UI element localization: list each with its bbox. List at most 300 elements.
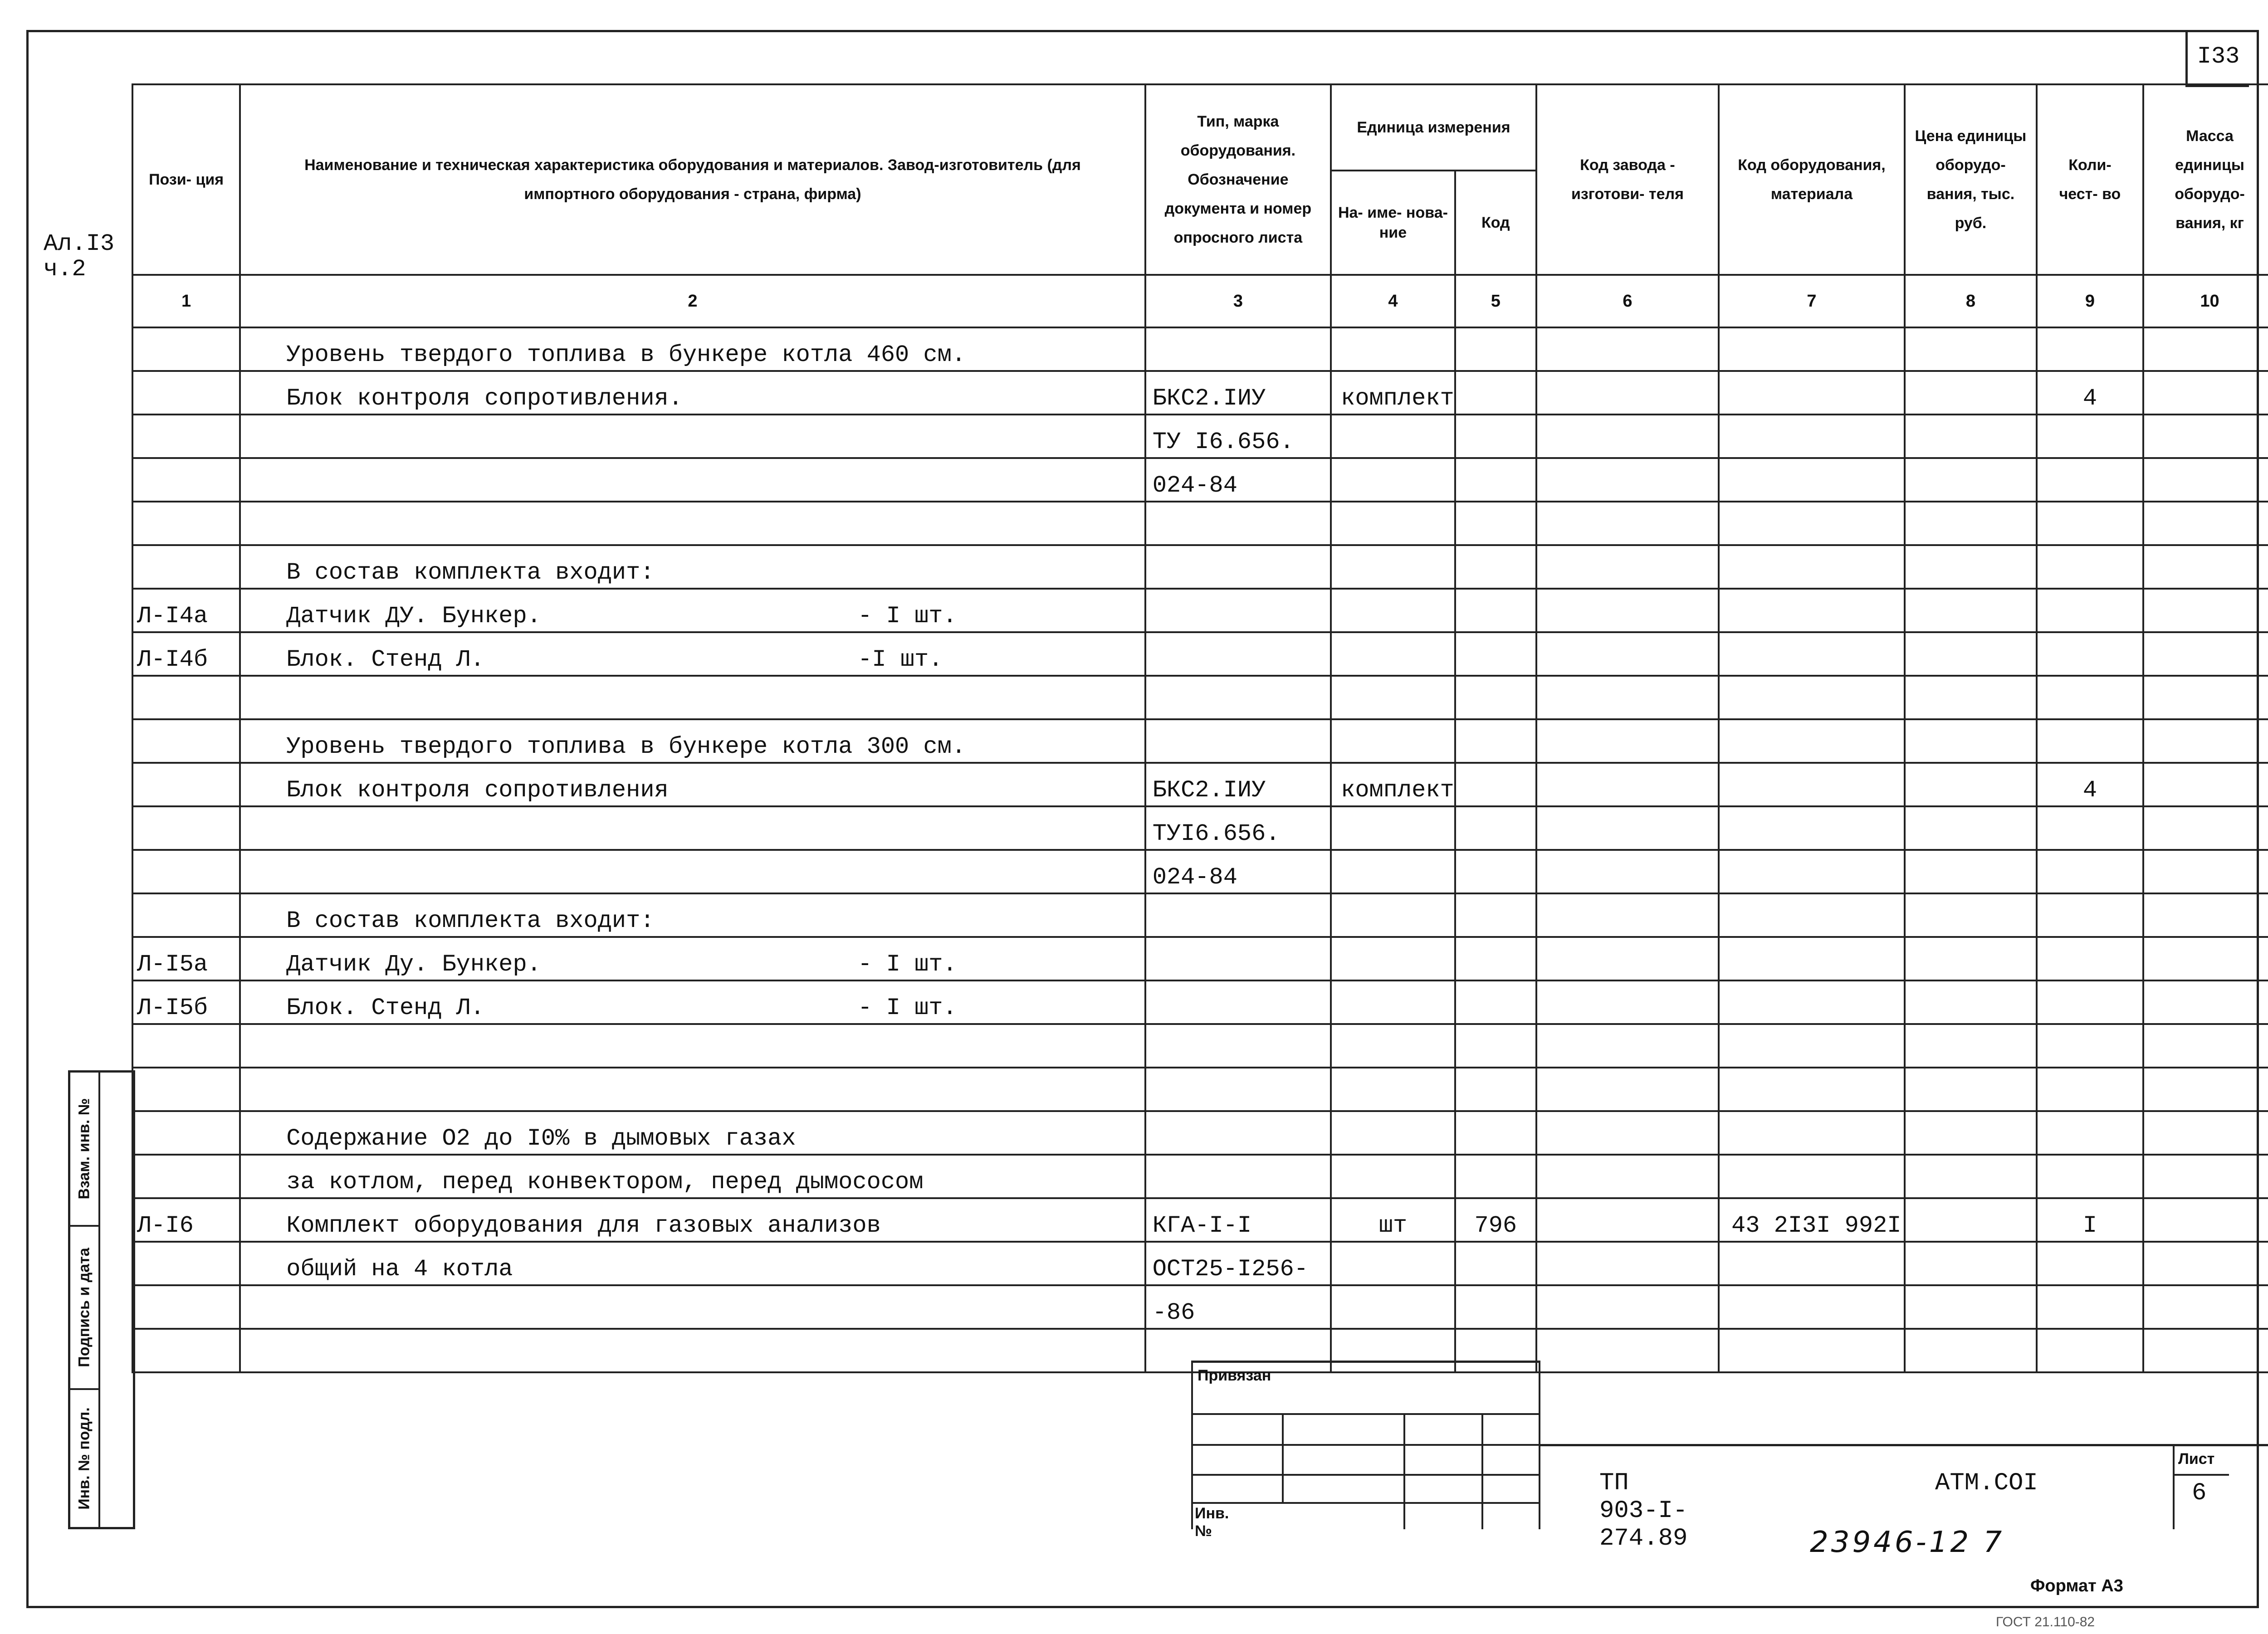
position-cell bbox=[132, 458, 240, 502]
column-number: 1 bbox=[132, 275, 240, 327]
price-cell bbox=[1905, 1155, 2037, 1198]
unit-code-cell bbox=[1455, 937, 1536, 980]
unit-name-cell: шт bbox=[1331, 1198, 1455, 1242]
price-cell bbox=[1905, 850, 2037, 893]
table-row bbox=[132, 1242, 2268, 1285]
header-qty: Коли- чест- во bbox=[2037, 84, 2143, 275]
mass-cell bbox=[2143, 850, 2268, 893]
mass-cell bbox=[2143, 458, 2268, 502]
type-cell bbox=[1145, 1329, 1331, 1372]
name-cell bbox=[240, 371, 1145, 415]
type-cell: 024-84 bbox=[1145, 458, 1331, 502]
factory-code-cell bbox=[1536, 589, 1719, 632]
price-cell bbox=[1905, 1111, 2037, 1155]
header-unit: Единица измерения bbox=[1331, 84, 1536, 171]
qty-cell bbox=[2037, 632, 2143, 676]
sheet-label: Лист bbox=[2178, 1450, 2215, 1468]
name-cell bbox=[240, 1198, 1145, 1242]
mass-cell bbox=[2143, 676, 2268, 719]
attached-label: Привязан bbox=[1198, 1367, 1271, 1384]
table-row bbox=[132, 719, 2268, 763]
name-text: В состав комплекта входит: bbox=[286, 559, 655, 586]
component-quantity-note: - I шт. bbox=[858, 995, 957, 1021]
price-cell bbox=[1905, 502, 2037, 545]
table-row bbox=[132, 1111, 2268, 1155]
position-cell bbox=[132, 676, 240, 719]
name-cell bbox=[240, 893, 1145, 937]
name-text: Блок. Стенд Л. bbox=[286, 646, 485, 673]
table-row bbox=[132, 458, 2268, 502]
position-cell bbox=[132, 327, 240, 371]
qty-cell bbox=[2037, 589, 2143, 632]
unit-code-cell bbox=[1455, 502, 1536, 545]
unit-code-cell bbox=[1455, 589, 1536, 632]
position-cell: Л-I5а bbox=[132, 937, 240, 980]
type-cell bbox=[1145, 632, 1331, 676]
equip-code-cell bbox=[1719, 763, 1905, 806]
header-factory-code: Код завода - изготови- теля bbox=[1536, 84, 1719, 275]
price-cell bbox=[1905, 676, 2037, 719]
equip-code-cell bbox=[1719, 1155, 1905, 1198]
unit-name-cell bbox=[1331, 1242, 1455, 1285]
factory-code-cell bbox=[1536, 371, 1719, 415]
mass-cell bbox=[2143, 806, 2268, 850]
unit-code-cell bbox=[1455, 763, 1536, 806]
name-text: Уровень твердого топлива в бункере котла 300 см. bbox=[286, 733, 966, 760]
equip-code-cell bbox=[1719, 589, 1905, 632]
column-number: 8 bbox=[1905, 275, 2037, 327]
column-number: 5 bbox=[1455, 275, 1536, 327]
factory-code-cell bbox=[1536, 327, 1719, 371]
type-cell: БКС2.IИУ bbox=[1145, 371, 1331, 415]
qty-cell bbox=[2037, 719, 2143, 763]
unit-code-cell bbox=[1455, 415, 1536, 458]
name-text: Блок контроля сопротивления. bbox=[286, 385, 683, 412]
header-mass: Масса единицы оборудо- вания, кг bbox=[2143, 84, 2268, 275]
equip-code-cell bbox=[1719, 676, 1905, 719]
name-cell bbox=[240, 763, 1145, 806]
equip-code-cell bbox=[1719, 719, 1905, 763]
header-row-top bbox=[132, 84, 2268, 171]
qty-cell bbox=[2037, 1068, 2143, 1111]
equip-code-cell bbox=[1719, 502, 1905, 545]
factory-code-cell bbox=[1536, 806, 1719, 850]
table-row bbox=[132, 1155, 2268, 1198]
position-cell bbox=[132, 1242, 240, 1285]
position-cell bbox=[132, 1024, 240, 1068]
name-cell bbox=[240, 850, 1145, 893]
type-cell bbox=[1145, 1155, 1331, 1198]
factory-code-cell bbox=[1536, 458, 1719, 502]
price-cell bbox=[1905, 371, 2037, 415]
inv-no-label: Инв. № bbox=[1195, 1505, 1229, 1540]
unit-name-cell bbox=[1331, 415, 1455, 458]
name-cell bbox=[240, 589, 1145, 632]
unit-name-cell bbox=[1331, 676, 1455, 719]
mass-cell bbox=[2143, 1068, 2268, 1111]
factory-code-cell bbox=[1536, 1198, 1719, 1242]
qty-cell bbox=[2037, 980, 2143, 1024]
price-cell bbox=[1905, 1329, 2037, 1372]
format-label: Формат А3 bbox=[2030, 1576, 2123, 1595]
price-cell bbox=[1905, 806, 2037, 850]
table-row bbox=[132, 893, 2268, 937]
table-row bbox=[132, 1198, 2268, 1242]
equip-code-cell bbox=[1719, 371, 1905, 415]
type-cell bbox=[1145, 1024, 1331, 1068]
equip-code-cell bbox=[1719, 1024, 1905, 1068]
unit-name-cell bbox=[1331, 850, 1455, 893]
unit-name-cell bbox=[1331, 458, 1455, 502]
unit-code-cell bbox=[1455, 632, 1536, 676]
mass-cell bbox=[2143, 632, 2268, 676]
unit-code-cell bbox=[1455, 893, 1536, 937]
column-number: 7 bbox=[1719, 275, 1905, 327]
component-quantity-note: - I шт. bbox=[858, 603, 957, 629]
header-price: Цена единицы оборудо- вания, тыс. руб. bbox=[1905, 84, 2037, 275]
table-row bbox=[132, 763, 2268, 806]
type-cell: -86 bbox=[1145, 1285, 1331, 1329]
column-number: 9 bbox=[2037, 275, 2143, 327]
position-cell bbox=[132, 893, 240, 937]
unit-code-cell bbox=[1455, 1068, 1536, 1111]
name-text: общий на 4 котла bbox=[286, 1256, 513, 1283]
position-cell bbox=[132, 1285, 240, 1329]
unit-name-cell bbox=[1331, 632, 1455, 676]
factory-code-cell bbox=[1536, 1155, 1719, 1198]
column-number: 6 bbox=[1536, 275, 1719, 327]
equip-code-cell bbox=[1719, 850, 1905, 893]
type-cell: ТУ I6.656. bbox=[1145, 415, 1331, 458]
type-cell bbox=[1145, 719, 1331, 763]
equip-code-cell bbox=[1719, 806, 1905, 850]
column-number: 2 bbox=[240, 275, 1145, 327]
header-type: Тип, марка оборудования. Обозначение документа и номер опросного листа bbox=[1145, 84, 1331, 275]
type-cell: БКС2.IИУ bbox=[1145, 763, 1331, 806]
position-cell bbox=[132, 719, 240, 763]
name-cell bbox=[240, 1068, 1145, 1111]
qty-cell bbox=[2037, 893, 2143, 937]
mass-cell bbox=[2143, 763, 2268, 806]
table-row bbox=[132, 850, 2268, 893]
header-unit-name: На- име- нова- ние bbox=[1331, 171, 1455, 275]
factory-code-cell bbox=[1536, 676, 1719, 719]
unit-code-cell bbox=[1455, 327, 1536, 371]
table-row bbox=[132, 937, 2268, 980]
column-number: 3 bbox=[1145, 275, 1331, 327]
mass-cell bbox=[2143, 589, 2268, 632]
equip-code-cell bbox=[1719, 1111, 1905, 1155]
document-mark: АТМ.СОI bbox=[1935, 1469, 2038, 1497]
table-row bbox=[132, 676, 2268, 719]
qty-cell bbox=[2037, 1024, 2143, 1068]
unit-code-cell bbox=[1455, 676, 1536, 719]
name-cell bbox=[240, 545, 1145, 589]
price-cell bbox=[1905, 415, 2037, 458]
name-cell bbox=[240, 458, 1145, 502]
type-cell: ТУI6.656. bbox=[1145, 806, 1331, 850]
unit-code-cell bbox=[1455, 1242, 1536, 1285]
type-cell bbox=[1145, 1111, 1331, 1155]
position-cell bbox=[132, 1155, 240, 1198]
position-cell bbox=[132, 806, 240, 850]
equip-code-cell bbox=[1719, 458, 1905, 502]
unit-name-cell: комплект bbox=[1331, 371, 1455, 415]
type-cell bbox=[1145, 545, 1331, 589]
type-cell: КГА-I-I bbox=[1145, 1198, 1331, 1242]
component-quantity-note: -I шт. bbox=[858, 646, 943, 673]
mass-cell bbox=[2143, 1198, 2268, 1242]
equip-code-cell bbox=[1719, 1068, 1905, 1111]
unit-name-cell bbox=[1331, 1285, 1455, 1329]
qty-cell bbox=[2037, 1242, 2143, 1285]
unit-code-cell bbox=[1455, 719, 1536, 763]
factory-code-cell bbox=[1536, 632, 1719, 676]
name-cell bbox=[240, 1242, 1145, 1285]
name-cell bbox=[240, 1285, 1145, 1329]
unit-code-cell bbox=[1455, 371, 1536, 415]
equip-code-cell bbox=[1719, 1242, 1905, 1285]
type-cell: ОСТ25-I256- bbox=[1145, 1242, 1331, 1285]
name-cell bbox=[240, 719, 1145, 763]
unit-name-cell bbox=[1331, 589, 1455, 632]
table-row bbox=[132, 1329, 2268, 1372]
qty-cell bbox=[2037, 937, 2143, 980]
qty-cell bbox=[2037, 850, 2143, 893]
mass-cell bbox=[2143, 1155, 2268, 1198]
table-row bbox=[132, 502, 2268, 545]
price-cell bbox=[1905, 1242, 2037, 1285]
handwritten-number: 23946-12 7 bbox=[1810, 1526, 2005, 1559]
type-cell bbox=[1145, 589, 1331, 632]
position-cell bbox=[132, 1068, 240, 1111]
qty-cell bbox=[2037, 545, 2143, 589]
factory-code-cell bbox=[1536, 502, 1719, 545]
unit-name-cell: комплект bbox=[1331, 763, 1455, 806]
name-cell bbox=[240, 806, 1145, 850]
mass-cell bbox=[2143, 1024, 2268, 1068]
price-cell bbox=[1905, 589, 2037, 632]
sheet-number: I33 bbox=[2185, 30, 2249, 87]
qty-cell bbox=[2037, 1111, 2143, 1155]
name-text: Блок. Стенд Л. bbox=[286, 995, 485, 1021]
position-cell bbox=[132, 415, 240, 458]
type-cell bbox=[1145, 1068, 1331, 1111]
unit-name-cell bbox=[1331, 327, 1455, 371]
factory-code-cell bbox=[1536, 1242, 1719, 1285]
qty-cell bbox=[2037, 1155, 2143, 1198]
mass-cell bbox=[2143, 371, 2268, 415]
specification-table bbox=[132, 83, 2268, 1373]
price-cell bbox=[1905, 1198, 2037, 1242]
type-cell bbox=[1145, 937, 1331, 980]
stamp-inv-orig bbox=[70, 1390, 98, 1527]
position-cell: Л-I5б bbox=[132, 980, 240, 1024]
stamp-sign-date-label: Подпись и дата bbox=[75, 1248, 93, 1367]
name-text: Комплект оборудования для газовых анализов bbox=[286, 1212, 881, 1239]
position-cell bbox=[132, 850, 240, 893]
equip-code-cell bbox=[1719, 327, 1905, 371]
price-cell bbox=[1905, 327, 2037, 371]
gost-label: ГОСТ 21.110-82 bbox=[1996, 1614, 2095, 1629]
table-row bbox=[132, 327, 2268, 371]
column-number-row bbox=[132, 275, 2268, 327]
equip-code-cell bbox=[1719, 632, 1905, 676]
document-code: ТП 903-I-274.89 bbox=[1599, 1469, 1688, 1552]
equip-code-cell bbox=[1719, 1329, 1905, 1372]
factory-code-cell bbox=[1536, 1329, 1719, 1372]
position-cell bbox=[132, 1111, 240, 1155]
qty-cell bbox=[2037, 806, 2143, 850]
type-cell bbox=[1145, 327, 1331, 371]
unit-name-cell bbox=[1331, 545, 1455, 589]
table-row bbox=[132, 806, 2268, 850]
side-ref-line1: Ал.I3 bbox=[44, 230, 115, 257]
mass-cell bbox=[2143, 1329, 2268, 1372]
position-cell: Л-I6 bbox=[132, 1198, 240, 1242]
stamp-strip bbox=[68, 1070, 135, 1529]
factory-code-cell bbox=[1536, 545, 1719, 589]
factory-code-cell bbox=[1536, 1285, 1719, 1329]
type-cell bbox=[1145, 502, 1331, 545]
table-row bbox=[132, 371, 2268, 415]
name-cell bbox=[240, 632, 1145, 676]
name-text: Датчик Ду. Бункер. bbox=[286, 951, 541, 978]
name-cell bbox=[240, 980, 1145, 1024]
table-row bbox=[132, 1285, 2268, 1329]
name-text: за котлом, перед конвектором, перед дымососом bbox=[286, 1169, 924, 1195]
stamp-inv-replace bbox=[70, 1073, 98, 1227]
stamp-inv-orig-label: Инв. № подл. bbox=[75, 1407, 93, 1510]
position-cell bbox=[132, 1329, 240, 1372]
price-cell bbox=[1905, 1024, 2037, 1068]
mass-cell bbox=[2143, 1285, 2268, 1329]
unit-code-cell bbox=[1455, 806, 1536, 850]
qty-cell bbox=[2037, 327, 2143, 371]
unit-code-cell: 796 bbox=[1455, 1198, 1536, 1242]
name-text: Датчик ДУ. Бункер. bbox=[286, 603, 541, 629]
name-text: Уровень твердого топлива в бункере котла 460 см. bbox=[286, 341, 966, 368]
price-cell bbox=[1905, 719, 2037, 763]
position-cell bbox=[132, 545, 240, 589]
factory-code-cell bbox=[1536, 1111, 1719, 1155]
equip-code-cell bbox=[1719, 1285, 1905, 1329]
type-cell bbox=[1145, 893, 1331, 937]
price-cell bbox=[1905, 937, 2037, 980]
mass-cell bbox=[2143, 545, 2268, 589]
equip-code-cell bbox=[1719, 893, 1905, 937]
type-cell bbox=[1145, 676, 1331, 719]
mass-cell bbox=[2143, 719, 2268, 763]
name-cell bbox=[240, 502, 1145, 545]
name-text: Содержание O2 до I0% в дымовых газах bbox=[286, 1125, 796, 1152]
equip-code-cell bbox=[1719, 415, 1905, 458]
position-cell: Л-I4а bbox=[132, 589, 240, 632]
equip-code-cell bbox=[1719, 980, 1905, 1024]
mass-cell bbox=[2143, 327, 2268, 371]
unit-code-cell bbox=[1455, 1329, 1536, 1372]
mass-cell bbox=[2143, 502, 2268, 545]
price-cell bbox=[1905, 980, 2037, 1024]
unit-code-cell bbox=[1455, 1111, 1536, 1155]
unit-name-cell bbox=[1331, 1155, 1455, 1198]
factory-code-cell bbox=[1536, 850, 1719, 893]
mass-cell bbox=[2143, 415, 2268, 458]
qty-cell: 4 bbox=[2037, 371, 2143, 415]
stamp-inv-replace-label: Взам. инв. № bbox=[75, 1098, 93, 1200]
column-number: 4 bbox=[1331, 275, 1455, 327]
unit-name-cell bbox=[1331, 1329, 1455, 1372]
price-cell bbox=[1905, 763, 2037, 806]
name-cell bbox=[240, 1155, 1145, 1198]
price-cell bbox=[1905, 1285, 2037, 1329]
price-cell bbox=[1905, 1068, 2037, 1111]
position-cell bbox=[132, 502, 240, 545]
equip-code-cell: 43 2I3I 992I bbox=[1719, 1198, 1905, 1242]
price-cell bbox=[1905, 458, 2037, 502]
unit-code-cell bbox=[1455, 458, 1536, 502]
price-cell bbox=[1905, 893, 2037, 937]
name-cell bbox=[240, 676, 1145, 719]
mass-cell bbox=[2143, 1242, 2268, 1285]
name-cell bbox=[240, 1111, 1145, 1155]
factory-code-cell bbox=[1536, 1024, 1719, 1068]
column-number: 10 bbox=[2143, 275, 2268, 327]
unit-name-cell bbox=[1331, 502, 1455, 545]
unit-name-cell bbox=[1331, 937, 1455, 980]
unit-name-cell bbox=[1331, 806, 1455, 850]
table-row bbox=[132, 589, 2268, 632]
name-text: Блок контроля сопротивления bbox=[286, 777, 669, 804]
component-quantity-note: - I шт. bbox=[858, 951, 957, 978]
header-equip-code: Код оборудования, материала bbox=[1719, 84, 1905, 275]
factory-code-cell bbox=[1536, 415, 1719, 458]
unit-code-cell bbox=[1455, 1155, 1536, 1198]
unit-code-cell bbox=[1455, 1024, 1536, 1068]
side-ref-line2: ч.2 bbox=[44, 256, 86, 283]
price-cell bbox=[1905, 545, 2037, 589]
header-unit-code: Код bbox=[1455, 171, 1536, 275]
mass-cell bbox=[2143, 937, 2268, 980]
name-cell bbox=[240, 937, 1145, 980]
unit-name-cell bbox=[1331, 980, 1455, 1024]
table-row bbox=[132, 980, 2268, 1024]
position-cell bbox=[132, 371, 240, 415]
qty-cell bbox=[2037, 676, 2143, 719]
unit-code-cell bbox=[1455, 1285, 1536, 1329]
table-row bbox=[132, 1068, 2268, 1111]
mass-cell bbox=[2143, 980, 2268, 1024]
side-reference bbox=[44, 231, 114, 282]
factory-code-cell bbox=[1536, 980, 1719, 1024]
unit-code-cell bbox=[1455, 850, 1536, 893]
table-row bbox=[132, 545, 2268, 589]
type-cell bbox=[1145, 980, 1331, 1024]
mass-cell bbox=[2143, 893, 2268, 937]
unit-code-cell bbox=[1455, 980, 1536, 1024]
price-cell bbox=[1905, 632, 2037, 676]
name-cell bbox=[240, 1024, 1145, 1068]
table-row bbox=[132, 632, 2268, 676]
name-cell bbox=[240, 1329, 1145, 1372]
position-cell bbox=[132, 763, 240, 806]
factory-code-cell bbox=[1536, 763, 1719, 806]
specification-body bbox=[132, 275, 2268, 1372]
factory-code-cell bbox=[1536, 719, 1719, 763]
factory-code-cell bbox=[1536, 893, 1719, 937]
qty-cell bbox=[2037, 502, 2143, 545]
mass-cell bbox=[2143, 1111, 2268, 1155]
